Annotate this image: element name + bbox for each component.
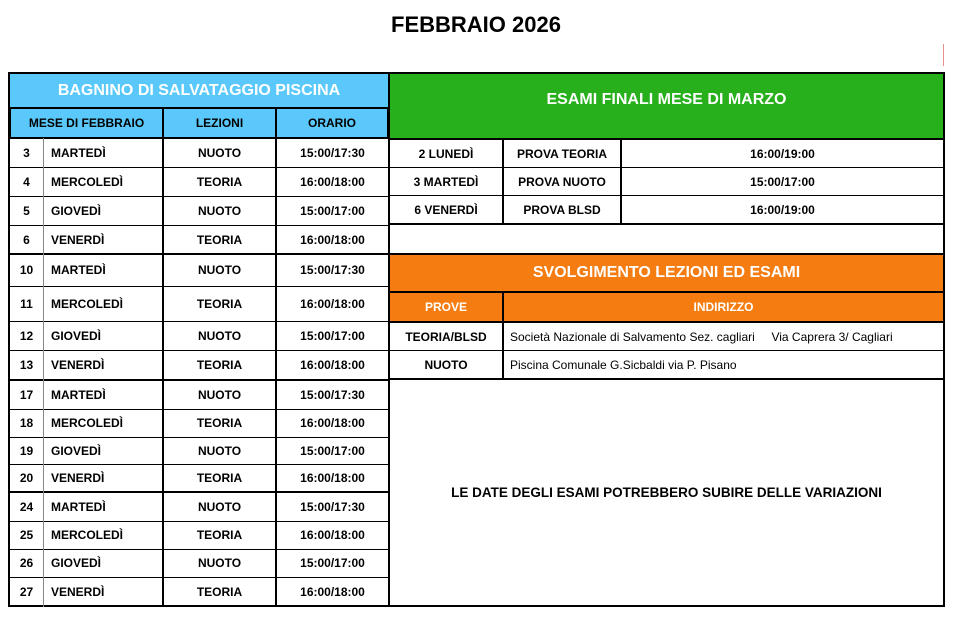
lesson-type: TEORIA [196, 233, 243, 247]
lesson-day-name: MERCOLEDÌ [51, 416, 123, 430]
lesson-day-name: VENERDÌ [51, 233, 105, 247]
exam-time: 16:00/19:00 [750, 203, 815, 217]
left-header [10, 74, 388, 108]
lesson-day-name: MARTEDÌ [51, 146, 106, 160]
row-separator [10, 321, 388, 322]
row-separator [10, 549, 388, 550]
venues-header [390, 255, 943, 291]
lesson-type: TEORIA [196, 416, 243, 430]
lesson-day-number: 13 [19, 358, 34, 372]
row-separator [10, 196, 388, 197]
lesson-day-name: MERCOLEDÌ [51, 528, 123, 542]
venue-address: Piscina Comunale G.Sicbaldi via P. Pisano [510, 358, 737, 372]
exam-test: PROVA TEORIA [516, 147, 607, 161]
lesson-time: 16:00/18:00 [300, 358, 365, 372]
row-separator [10, 437, 388, 438]
lesson-day-number: 24 [19, 500, 34, 514]
lesson-time: 16:00/18:00 [300, 528, 365, 542]
row-separator [10, 225, 388, 226]
column-header-month [10, 108, 163, 138]
lesson-day-number: 4 [23, 175, 30, 189]
lesson-time: 16:00/18:00 [300, 297, 365, 311]
lesson-type: TEORIA [196, 297, 243, 311]
lesson-type: NUOTO [197, 388, 242, 402]
lesson-type: NUOTO [197, 146, 242, 160]
lesson-day-number: 10 [19, 263, 34, 277]
exam-time: 16:00/19:00 [750, 147, 815, 161]
exams-header [390, 74, 943, 138]
lesson-type: TEORIA [196, 175, 243, 189]
lesson-time: 16:00/18:00 [300, 175, 365, 189]
lesson-day-name: MARTEDÌ [51, 500, 106, 514]
venues-header-label: SVOLGIMENTO LEZIONI ED ESAMI [532, 264, 801, 281]
lesson-time: 15:00/17:00 [300, 556, 365, 570]
lesson-type: NUOTO [197, 556, 242, 570]
venue-column-address [504, 293, 943, 321]
row-separator [10, 464, 388, 465]
lesson-day-name: MARTEDÌ [51, 263, 106, 277]
row-separator [10, 350, 388, 351]
exam-dates-note: LE DATE DEGLI ESAMI POTREBBERO SUBIRE DELLE VARIAZIONI [451, 485, 882, 500]
lesson-type: TEORIA [196, 528, 243, 542]
lesson-day-number: 18 [19, 416, 34, 430]
lesson-time: 16:00/18:00 [300, 585, 365, 599]
lesson-day-number: 25 [19, 528, 34, 542]
row-separator [10, 491, 388, 493]
lesson-day-number: 26 [19, 556, 34, 570]
column-header-lessons [163, 108, 276, 138]
lesson-day-name: GIOVEDÌ [51, 444, 102, 458]
lesson-day-number: 27 [19, 585, 34, 599]
lesson-time: 15:00/17:30 [300, 146, 365, 160]
exam-test: PROVA NUOTO [518, 175, 606, 189]
lesson-day-number: 5 [23, 204, 30, 218]
exam-test: PROVA BLSD [523, 203, 601, 217]
lesson-day-name: VENERDÌ [51, 471, 105, 485]
page-title: FEBBRAIO 2026 [391, 12, 561, 37]
row-separator [10, 167, 388, 168]
lesson-day-name: GIOVEDÌ [51, 556, 102, 570]
venue-column-address-label: INDIRIZZO [693, 300, 754, 314]
row-separator [10, 379, 388, 381]
lesson-time: 15:00/17:00 [300, 204, 365, 218]
column-header-time [276, 108, 388, 138]
lesson-type: TEORIA [196, 358, 243, 372]
exams-header-label: ESAMI FINALI MESE DI MARZO [546, 91, 787, 108]
venue-column-tests [390, 293, 502, 321]
lesson-day-name: MERCOLEDÌ [51, 175, 123, 189]
exam-date: 2 LUNEDÌ [418, 147, 474, 161]
row-separator [10, 286, 388, 287]
lesson-type: NUOTO [197, 263, 242, 277]
row-separator [10, 253, 388, 255]
row-separator [10, 577, 388, 578]
lesson-time: 16:00/18:00 [300, 233, 365, 247]
venue-column-tests-label: PROVE [424, 300, 467, 314]
lesson-day-name: VENERDÌ [51, 358, 105, 372]
exam-date: 3 MARTEDÌ [413, 175, 479, 189]
left-header-label: BAGNINO DI SALVATAGGIO PISCINA [57, 82, 341, 99]
lesson-day-number: 11 [20, 297, 33, 311]
red-mark [943, 44, 944, 66]
exam-time: 15:00/17:00 [750, 175, 815, 189]
exam-date: 6 VENERDÌ [414, 203, 478, 217]
lesson-type: TEORIA [196, 471, 243, 485]
lesson-day-name: MERCOLEDÌ [51, 297, 123, 311]
lesson-day-number: 3 [23, 146, 30, 160]
lesson-time: 15:00/17:30 [300, 263, 365, 277]
row-separator [10, 409, 388, 410]
lesson-type: TEORIA [196, 585, 243, 599]
lesson-time: 15:00/17:00 [300, 444, 365, 458]
lesson-day-number: 17 [19, 388, 34, 402]
column-header-time-label: ORARIO [308, 116, 356, 130]
lesson-time: 16:00/18:00 [300, 416, 365, 430]
lesson-time: 15:00/17:30 [300, 388, 365, 402]
lesson-day-name: VENERDÌ [51, 585, 105, 599]
venue-test: TEORIA/BLSD [405, 330, 487, 344]
lesson-time: 15:00/17:00 [300, 329, 365, 343]
lesson-day-number: 20 [19, 471, 34, 485]
lesson-day-number: 19 [19, 444, 34, 458]
lesson-type: NUOTO [197, 204, 242, 218]
row-separator [10, 521, 388, 522]
lesson-type: NUOTO [197, 444, 242, 458]
lesson-type: NUOTO [197, 500, 242, 514]
column-header-lessons-label: LEZIONI [195, 116, 244, 130]
lesson-type: NUOTO [197, 329, 242, 343]
lesson-day-number: 12 [19, 329, 34, 343]
lesson-day-number: 6 [23, 233, 30, 247]
venue-address: Società Nazionale di Salvamento Sez. cagliari Via Caprera 3/ Cagliari [510, 330, 893, 344]
lesson-day-name: GIOVEDÌ [51, 204, 102, 218]
venue-test: NUOTO [424, 358, 468, 372]
column-header-month-label: MESE DI FEBBRAIO [28, 116, 145, 130]
lesson-time: 16:00/18:00 [300, 471, 365, 485]
lesson-time: 15:00/17:30 [300, 500, 365, 514]
lesson-day-name: GIOVEDÌ [51, 329, 102, 343]
lesson-day-name: MARTEDÌ [51, 388, 106, 402]
